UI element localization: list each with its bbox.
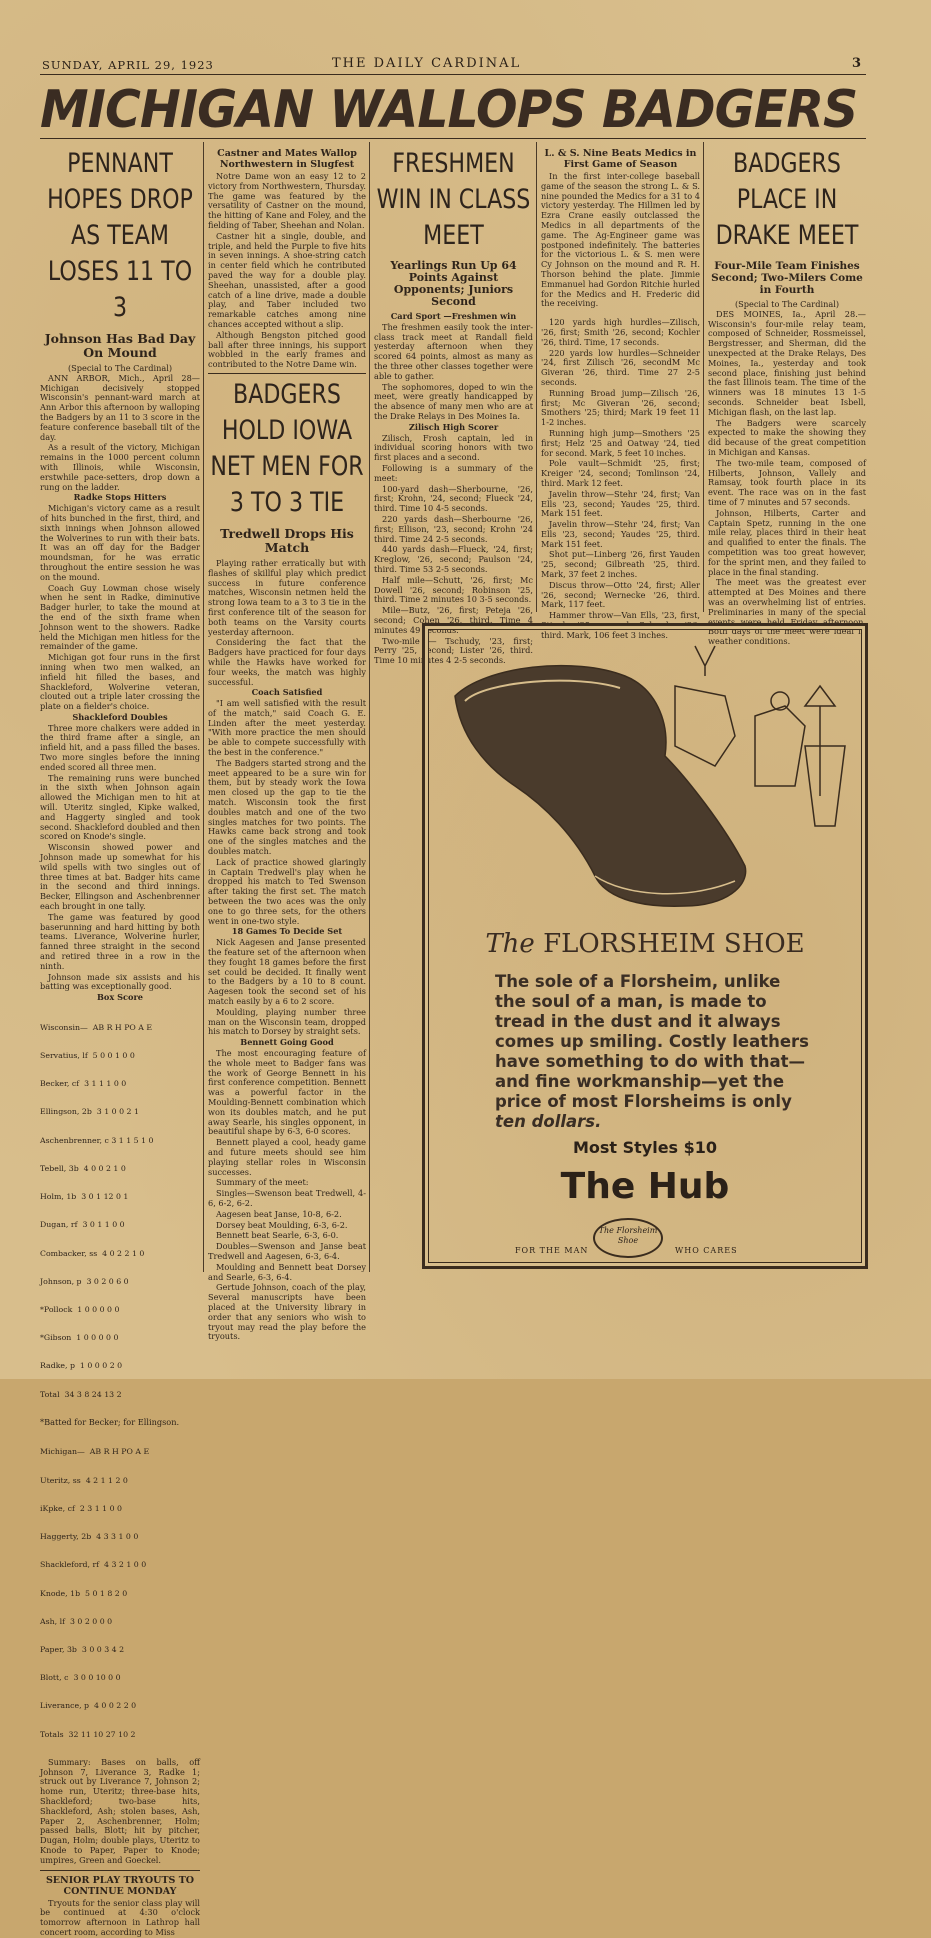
event-result: Pole vault—Schmidt '25, first; Kreiger '24, second; Tomlinson '24, third. Mark 12 feet. xyxy=(541,458,700,488)
box-score-row: Becker, cf 3 1 1 1 0 0 xyxy=(40,1079,127,1089)
section-head: Shackleford Doubles xyxy=(72,711,168,722)
section-head: Bennett Going Good xyxy=(240,1037,334,1048)
paragraph: "I am well satisfied with the result of the match," said Coach G. E. Linden after the meet yesterday. "With more practice the men should be able to compete successfully with the best in the conference." xyxy=(208,698,366,758)
column-2 xyxy=(208,146,366,1342)
article-subhead: Tredwell Drops His Match xyxy=(220,525,354,555)
box-score-title: Box Score xyxy=(97,992,143,1003)
article-headline: BADGERS HOLD IOWA NET MEN FOR 3 TO 3 TIE xyxy=(210,378,364,518)
masthead-date: SUNDAY, APRIL 29, 1923 xyxy=(42,58,214,72)
section-head: Coach Satisfied xyxy=(251,687,323,698)
paragraph: Tryouts for the senior class play will be continued at 4:30 o'clock tomorrow afternoon in Lathrop hall concert room, according to Miss xyxy=(40,1897,200,1938)
box-score-row: Totals 32 11 10 27 10 2 xyxy=(40,1729,136,1739)
article-headline: Castner and Mates Wallop Northwestern in Slugfest xyxy=(217,148,357,170)
paragraph: Wisconsin showed power and Johnson made up somewhat for his wild spells with two singles out of three times at bat. Badger hits came in the second and third innings. Becker, Ellingson and Aschenbrenner each brought in one tally. xyxy=(40,842,200,912)
paragraph: Johnson, Hilberts, Carter and Captain Spetz, running in the one mile relay, places third in their heat and qualified to enter the finals. The competition was too great however, for the sprint men, and they failed to place in the final standing. xyxy=(708,507,866,577)
box-score-row: Tebell, 3b 4 0 0 2 1 0 xyxy=(40,1163,126,1173)
box-score-row: Combacker, ss 4 0 2 2 1 0 xyxy=(40,1248,145,1258)
banner-headline: MICHIGAN WALLOPS BADGERS xyxy=(40,80,858,140)
paragraph: Although Bengston pitched good ball after three innings, his support wobbled in the early frames and contributed to the Notre Dame win. xyxy=(208,329,366,370)
antlers xyxy=(695,646,715,676)
box-score-row: Shackleford, rf 4 3 2 1 0 0 xyxy=(40,1560,147,1570)
paragraph: Bennett played a cool, heady game and future meets should see him playing stellar roles in Wisconsin successes. xyxy=(208,1137,366,1177)
paragraph: Playing rather erratically but with flashes of skillful play which predict success in future conference matches, Wisconsin netmen held the strong Iowa team to a 3 to 3 tie in the first conference tilt of the season for both teams on the Varsity courts yesterday afternoon. xyxy=(208,557,366,637)
box-score-row: Liverance, p 4 0 0 2 2 0 xyxy=(40,1701,137,1711)
shoe-upper xyxy=(455,666,746,907)
paragraph: Mile—Butz, '26, first; Peteja '26, second; Cohen '26, third. Time 4 minutes 49 seconds. xyxy=(374,605,533,635)
ad-copy xyxy=(495,972,815,1132)
column-5 xyxy=(708,146,866,647)
paragraph: As a result of the victory, Michigan remains in the 1000 percent column with Illinois, while Wisconsin, erstwhile pace-setters, drop down a rung on the ladder. xyxy=(40,442,200,492)
box-score-header: Wisconsin— AB R H PO A E xyxy=(40,1022,153,1032)
section-head: Zilisch High Scorer xyxy=(408,421,499,432)
box-score-row: Aschenbrenner, c 3 1 1 5 1 0 xyxy=(40,1135,154,1145)
box-score-note: *Batted for Becker; for Ellingson. xyxy=(40,1416,180,1427)
article-subhead: Johnson Has Bad Day On Mound xyxy=(44,331,196,360)
article-rule xyxy=(40,1870,200,1871)
paragraph: Moulding and Bennett beat Dorsey and Searle, 6-3, 6-4. xyxy=(208,1261,366,1282)
florsheim-advertisement xyxy=(422,623,868,1269)
seal-text: The Florsheim Shoe xyxy=(598,1226,658,1245)
event-result: 120 yards high hurdles—Zilisch, '26, first; Smith '26, second; Kochler '26, third. Time, 17 seconds. xyxy=(541,317,700,347)
event-result: Javelin throw—Stehr '24, first; Van Ells '23, second; Yaudes '25, third. Mark 151 feet. xyxy=(541,488,700,519)
paragraph: Half mile—Schutt, '26, first; Mc Dowell '26, second; Robinson '25, third. Time 2 minutes 10 3-5 seconds. xyxy=(374,574,533,605)
event-result: Shot put—Linberg '26, first Yauden '25, second; Gilbreath '25, third. Mark, 37 feet 2 inches. xyxy=(541,549,700,580)
box-score-row: Total 34 3 8 24 13 2 xyxy=(40,1389,122,1399)
paragraph: Considering the fact that the Badgers have practiced for four days while the Hawks have worked for four weeks, the match was highly successful. xyxy=(208,637,366,687)
box-score-header: Michigan— AB R H PO A E xyxy=(40,1447,150,1457)
box-score-row: Paper, 3b 3 0 0 3 4 2 xyxy=(40,1645,125,1655)
box-score-row: Johnson, p 3 0 2 0 6 0 xyxy=(40,1276,129,1286)
section-head: 18 Games To Decide Set xyxy=(231,926,343,937)
box-score-row: *Pollock 1 0 0 0 0 0 xyxy=(40,1305,120,1314)
paragraph: Aagesen beat Janse, 10-8, 6-2. xyxy=(216,1208,342,1219)
article-rule xyxy=(208,373,366,374)
banner-rule xyxy=(40,138,866,139)
event-result: Hammer throw—Van Ells, '23, first, Stipek, '25, second; Schrader '26, third. Mark, 106 feet 3 inches. xyxy=(541,610,700,640)
florsheim-seal xyxy=(593,1218,663,1258)
paragraph: Bennett beat Searle, 6-3, 6-0. xyxy=(216,1230,339,1241)
box-score-summary: Summary: Bases on balls, off Johnson 7, Liverance 3, Radke 1; struck out by Liverance 7, Johnson 2; home run, Uteritz; three-base hits, Shackleford; two-base hits, Shackleford, Ash; stolen bases, Ash, Paper 2, Aschenbrenner, Holm; passed balls, Blott; hit by pitcher, Dugan, Holm; double plays, Uteritz to Knode to Paper, Paper to Knode; umpires, Green and Goeckel. xyxy=(40,1756,200,1865)
dateline-special: (Special to The Cardinal) xyxy=(67,363,173,373)
column-1 xyxy=(40,146,200,1938)
box-score-row: Servatius, lf 5 0 0 1 0 0 xyxy=(40,1051,135,1061)
paragraph: ANN ARBOR, Mich., April 28—Michigan decisively stopped Wisconsin's pennant-ward march at Ann Arbor this afternoon by walloping the Badgers by an 11 to 3 score in the feature conference baseball tilt of the day. xyxy=(40,372,200,442)
column-3 xyxy=(374,146,533,666)
paragraph: In the first inter-college baseball game of the season the strong L. & S. nine pounded the Medics for a 31 to 4 victory yesterday. The Hillmen led by Ezra Crane easily outclassed the Medics in all departments of the game. The Ag-Engineer game was postponed indefinitely. The batteries for the victorious L. & S. men were Cy Johnson on the mound and R. H. Thorson behind the plate. Jimmie Emmanuel had Gordon Ritchie hurled for the Medics and H. Frederic did the receiving. xyxy=(541,171,700,309)
event-result: Discus throw—Otto '24, first; Aller '26, second; Wernecke '26, third. Mark, 117 feet. xyxy=(541,579,700,610)
paragraph: The two-mile team, composed of Hilberts, Johnson, Vallely and Ramsay, took fourth place in its event. The race was on in the fast time of 7 minutes and 57 seconds. xyxy=(708,457,866,507)
ad-store-name: The Hub xyxy=(560,1166,730,1207)
ad-copy-price: ten dollars. xyxy=(495,1112,602,1131)
paragraph: Doubles—Swenson and Janse beat Tredwell and Aagesen, 6-3, 6-4. xyxy=(208,1241,366,1261)
masthead xyxy=(42,56,862,76)
paragraph: 100-yard dash—Sherbourne, '26, first; Krohn, '24, second; Flueck '24, third. Time 10 4-5 seconds. xyxy=(374,483,533,514)
paragraph: The sophomores, doped to win the meet, were greatly handicapped by the absence of many men who are at the Drake Relays in Des Moines Ia. xyxy=(374,381,533,421)
seated-man xyxy=(755,706,805,786)
ad-tagline-left: FOR THE MAN xyxy=(515,1246,589,1255)
masthead-rule xyxy=(40,74,866,75)
event-result: Running Broad jump—Zilisch '26, first; Mc Giveran '26, second; Smothers '25; third; Mark 19 feet 11 1-2 inches. xyxy=(541,387,700,428)
armchair xyxy=(675,686,735,766)
box-score-row: Radke, p 1 0 0 0 2 0 xyxy=(40,1361,123,1371)
lamp-shade xyxy=(805,686,835,706)
box-score-row: Ash, lf 3 0 2 0 0 0 xyxy=(40,1616,113,1626)
paragraph: Johnson made six assists and his batting was exceptionally good. xyxy=(40,971,200,992)
paragraph: Michigan's victory came as a result of hits bunched in the first, third, and sixth innings when Johnson allowed the Wolverines to run with their bats. It was an off day for the Badger moundsman, for he was erratic throughout the entire session he was on the mound. xyxy=(40,503,200,582)
paragraph: DES MOINES, Ia., April 28.—Wisconsin's four-mile relay team, composed of Schneider, Rossmeissel, Bergstresser, and Sherman, did the unexpected at the Drake Relays, Des Moines, Ia., yesterday and took second place, finishing just behind the fast Illinois team. The time of the winners was 18 minutes 13 1-5 seconds. Schneider beat Isbell, Michigan flash, on the last lap. xyxy=(708,308,866,417)
paragraph: Singles—Swenson beat Tredwell, 4-6, 6-2, 6-2. xyxy=(208,1188,366,1208)
ad-price-line: Most Styles $10 xyxy=(572,1138,718,1157)
paragraph: 440 yards dash—Flueck, '24, first; Kreglow, '26, second; Paulson '24, third. Time 53 2-5 seconds. xyxy=(374,544,533,574)
paragraph: Two-mile — Tschudy, '23, first; Perry '25, second; Lister '26, third. Time 10 minutes 4 2-5 seconds. xyxy=(374,635,533,666)
ad-copy-text: The sole of a Florsheim, unlike the soul of a man, is made to tread in the dust and it always comes up smiling. Costly leathers have something to do with that—and fine workmanship—yet the price of most Florsheims is only xyxy=(495,972,809,1111)
paragraph: Dorsey beat Moulding, 6-3, 6-2. xyxy=(216,1219,348,1230)
box-score-row: Knode, 1b 5 0 1 8 2 0 xyxy=(40,1588,128,1598)
box-score-row: Haggerty, 2b 4 3 3 1 0 0 xyxy=(40,1532,139,1542)
box-score-row: Holm, 1b 3 0 1 12 0 1 xyxy=(40,1192,129,1202)
paragraph: Zilisch, Frosh captain, led in individual scoring honors with two first places and a second. xyxy=(374,432,533,463)
box-score-row: Ellingson, 2b 3 1 0 0 2 1 xyxy=(40,1107,139,1117)
paragraph: 220 yards dash—Sherbourne '26, first; Ellison, '23, second; Krohn '24 third. Time 24 2-5 seconds. xyxy=(374,513,533,544)
article-headline: BADGERS PLACE IN DRAKE MEET xyxy=(715,148,859,251)
dateline-special: (Special to The Cardinal) xyxy=(734,299,840,309)
box-score-row: Uteritz, ss 4 2 1 1 2 0 xyxy=(40,1475,128,1485)
event-result: Running high jump—Smothers '25 first; Helz '25 and Oatway '24, tied for second. Mark, 5 feet 10 inches. xyxy=(541,427,700,458)
paragraph: Castner hit a single, double, and triple, and held the Purple to five hits in seven innings. A shoe-string catch in center field which he contributed paved the way for a double play. Sheehan, unassisted, after a good catch of a line drive, made a double play, and Taber included two remarkable catches among nine chances accepted without a slip. xyxy=(208,230,366,329)
paragraph: Gertude Johnson, coach of the play, Several manuscripts have been placed at the University library in order that any seniors who wish to tryout may read the play before the tryouts. xyxy=(208,1282,366,1342)
paragraph: The Badgers started strong and the meet appeared to be a sure win for them, but by steady work the Iowa men closed up the gap to tie the match. Wisconsin took the first doubles match and one of the two singles matches for two points. The Hawks came back strong and took one of the singles matches and the doubles match. xyxy=(208,757,366,857)
paragraph: Following is a summary of the meet: xyxy=(374,462,533,483)
box-score-wisconsin xyxy=(40,1004,200,1418)
paragraph: The meet was the greatest ever attempted at Des Moines and there was an overwhelming list of entries. Preliminaries in many of the special events were held Friday afternoon. Both days of the meet were ideal in weather conditions. xyxy=(708,577,866,647)
paragraph: Notre Dame won an easy 12 to 2 victory from Northwestern, Thursday. The game was featured by the versatility of Castner on the mound, the hitting of Kane and Foley, and the fielding of Taber, Sheehan and Nolan. xyxy=(208,171,366,230)
section-head: Card Sport —Freshmen win xyxy=(390,311,517,321)
article-headline: PENNANT HOPES DROP AS TEAM LOSES 11 TO 3 xyxy=(47,148,193,323)
article-headline: FRESHMEN WIN IN CLASS MEET xyxy=(376,148,531,251)
paragraph: The game was featured by good baserunning and hard hitting by both teams. Liverance, Wolverine hurler, fanned three straight in the second and retired three in a row in the ninth. xyxy=(40,911,200,971)
shoe-illustration xyxy=(425,626,865,926)
column-4 xyxy=(541,146,700,640)
paragraph: Summary of the meet: xyxy=(216,1177,309,1188)
side-chair xyxy=(805,746,845,826)
section-head: Radke Stops Hitters xyxy=(73,492,167,503)
event-result: 220 yards low hurdles—Schneider '24, first Zilisch '26, secondM Mc Giveran '26, third. Time 27 2-5 seconds. xyxy=(541,347,700,387)
column-divider xyxy=(536,142,537,612)
column-divider xyxy=(369,142,370,1272)
article-subhead: Yearlings Run Up 64 Points Against Opponents; Juniors Second xyxy=(390,259,517,308)
article-headline: L. & S. Nine Beats Medics in First Game of Season xyxy=(544,148,697,170)
paragraph: Three more chalkers were added in the third frame after a single, an infield hit, and a pass filled the bases. Two more singles before the inning ended scored all three men. xyxy=(40,722,200,772)
masthead-page-number: 3 xyxy=(851,56,862,71)
paragraph: The freshmen easily took the inter-class track meet at Randall field yesterday afternoon when they scored 64 points, almost as many as the three other classes together were able to gather. xyxy=(374,321,533,381)
box-score-row: Dugan, rf 3 0 1 1 0 0 xyxy=(40,1220,125,1230)
masthead-paper-name: THE DAILY CARDINAL xyxy=(332,56,522,71)
paragraph: The Badgers were scarcely expected to make the showing they did because of the great competition in Michigan and Kansas. xyxy=(708,417,866,457)
article-subhead: Four-Mile Team Finishes Second; Two-Milers Come in Fourth xyxy=(711,260,863,296)
column-divider xyxy=(203,142,204,1272)
box-score-row: *Gibson 1 0 0 0 0 0 xyxy=(40,1333,119,1343)
paragraph: Lack of practice showed glaringly in Captain Tredwell's play when he dropped his match to Ted Swenson after taking the first set. The match between the two aces was the only one to go three sets, for the others went in one-two style. xyxy=(208,856,366,926)
box-score-row: iKpke, cf 2 3 1 1 0 0 xyxy=(40,1503,122,1513)
event-result: Javelin throw—Stehr '24, first; Van Ells '23, second; Yaudes '25, third. Mark 151 feet. xyxy=(541,519,700,549)
paragraph: The remaining runs were bunched in the sixth when Johnson again allowed the Michigan men to hit at will. Uteritz singled, Kipke walked, and Haggerty singled and took second. Shackleford doubled and then scored on Knode's single. xyxy=(40,772,200,842)
paragraph: Michigan got four runs in the first inning when two men walked, an infield hit filled the bases, and Shackleford, Wolverine veteran, clouted out a triple later crossing the plate on a fielder's choice. xyxy=(40,652,200,712)
paragraph: The most encouraging feature of the whole meet to Badger fans was the work of George Bennett in his first conference competition. Bennett was a powerful factor in the Moulding-Bennett combination which won its doubles match, and he put away Searle, his singles opponent, in beautiful shape by 6-3, 6-0 scores. xyxy=(208,1047,366,1137)
paragraph: Moulding, playing number three man on the Wisconsin team, dropped his match to Dorsey by straight sets. xyxy=(208,1006,366,1037)
paragraph: Nick Aagesen and Janse presented the feature set of the afternoon when they fought 18 games before the first set could be decided. It finally went to the Badgers by a 10 to 8 count. Aagesen took the second set of his match easily by a 6 to 2 score. xyxy=(208,937,366,1006)
paragraph: Coach Guy Lowman chose wisely when he sent in Radke, diminutive Badger hurler, to take the mound at the end of the sixth frame when Johnson went to the showers. Radke held the Michigan men hitless for the remainder of the game. xyxy=(40,582,200,652)
box-score-michigan xyxy=(40,1429,200,1758)
ad-title-the: The xyxy=(485,929,535,959)
ad-title xyxy=(425,929,865,959)
column-divider xyxy=(703,142,704,612)
ad-tagline-right: WHO CARES xyxy=(675,1246,738,1255)
ad-title-main: FLORSHEIM SHOE xyxy=(543,929,805,959)
article-headline: SENIOR PLAY TRYOUTS TO CONTINUE MONDAY xyxy=(45,1874,195,1897)
box-score-row: Blott, c 3 0 0 10 0 0 xyxy=(40,1673,121,1683)
